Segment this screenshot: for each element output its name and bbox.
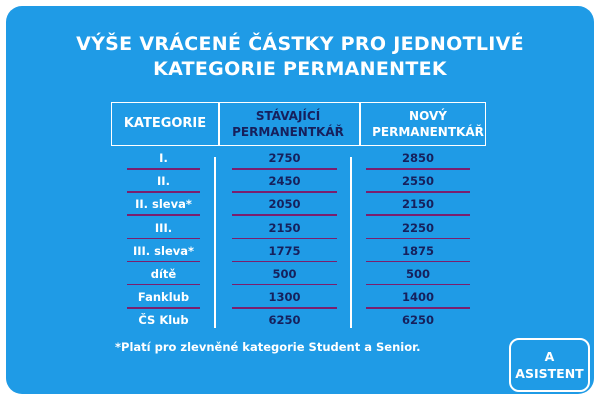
assistant-button[interactable] bbox=[509, 338, 590, 392]
row-underline bbox=[232, 238, 337, 240]
row-underline bbox=[232, 307, 337, 309]
cell-new: 2150 bbox=[401, 197, 434, 212]
row-underline bbox=[127, 307, 200, 309]
row-underline bbox=[366, 261, 470, 263]
row-underline bbox=[127, 261, 200, 263]
row-underline bbox=[366, 168, 470, 170]
cell-new: 1400 bbox=[401, 290, 434, 305]
footnote: *Platí pro zlevněné kategorie Student a Senior. bbox=[115, 340, 421, 354]
header-divider bbox=[218, 103, 220, 145]
cell-category: ČS Klub bbox=[138, 313, 189, 328]
page-title bbox=[0, 32, 600, 82]
header-current-line-1: STÁVAJÍCÍ bbox=[255, 109, 321, 123]
cell-category: III. sleva* bbox=[132, 243, 195, 258]
row-underline bbox=[366, 307, 470, 309]
table-row bbox=[0, 171, 600, 194]
row-underline bbox=[232, 168, 337, 170]
title-line-1: VÝŠE VRÁCENÉ ČÁSTKY PRO JEDNOTLIVÉ bbox=[76, 33, 524, 55]
cell-current: 1300 bbox=[268, 290, 301, 305]
row-underline bbox=[232, 261, 337, 263]
row-underline bbox=[366, 191, 470, 193]
cell-current: 6250 bbox=[268, 313, 301, 328]
table-row bbox=[0, 264, 600, 287]
table-header bbox=[111, 102, 486, 146]
row-underline bbox=[366, 238, 470, 240]
cell-category: II. sleva* bbox=[135, 197, 192, 212]
header-new-line-1: NOVÝ bbox=[409, 109, 447, 123]
table-body bbox=[0, 148, 600, 334]
table-row bbox=[0, 218, 600, 241]
cell-current: 2050 bbox=[268, 197, 301, 212]
cell-category: I. bbox=[159, 151, 168, 165]
table-row bbox=[0, 287, 600, 310]
cell-current: 2450 bbox=[268, 174, 301, 189]
cell-current: 500 bbox=[272, 266, 297, 281]
cell-current: 2150 bbox=[268, 220, 301, 235]
table-row bbox=[0, 310, 600, 333]
row-underline bbox=[232, 284, 337, 286]
row-underline bbox=[127, 214, 200, 216]
cell-new: 2250 bbox=[401, 220, 434, 235]
cell-new: 500 bbox=[405, 266, 430, 281]
header-new-holder bbox=[368, 108, 488, 140]
cell-new: 2850 bbox=[401, 151, 434, 165]
cell-new: 6250 bbox=[401, 313, 434, 328]
cell-category: dítě bbox=[150, 266, 177, 281]
row-underline bbox=[127, 284, 200, 286]
cell-new: 1875 bbox=[401, 243, 434, 258]
assistant-button-line-1: A bbox=[544, 349, 555, 364]
row-underline bbox=[366, 284, 470, 286]
header-current-holder bbox=[226, 108, 350, 140]
cell-new: 2550 bbox=[401, 174, 434, 189]
assistant-button-line-2: ASISTENT bbox=[515, 366, 584, 381]
cell-current: 1775 bbox=[268, 243, 301, 258]
header-new-line-2: PERMANENTKÁŘ bbox=[372, 125, 484, 139]
row-underline bbox=[127, 191, 200, 193]
title-line-2: KATEGORIE PERMANENTEK bbox=[153, 58, 447, 80]
header-category: KATEGORIE bbox=[123, 116, 207, 131]
table-row bbox=[0, 148, 600, 171]
row-underline bbox=[232, 214, 337, 216]
cell-category: III. bbox=[154, 220, 173, 235]
row-underline bbox=[127, 168, 200, 170]
row-underline bbox=[366, 214, 470, 216]
header-divider bbox=[359, 103, 361, 145]
cell-current: 2750 bbox=[268, 151, 301, 165]
cell-category: Fanklub bbox=[137, 290, 190, 305]
row-underline bbox=[232, 191, 337, 193]
table-row bbox=[0, 241, 600, 264]
header-current-line-2: PERMANENTKÁŘ bbox=[232, 125, 344, 139]
row-underline bbox=[127, 238, 200, 240]
table-row bbox=[0, 194, 600, 217]
cell-category: II. bbox=[157, 174, 170, 189]
